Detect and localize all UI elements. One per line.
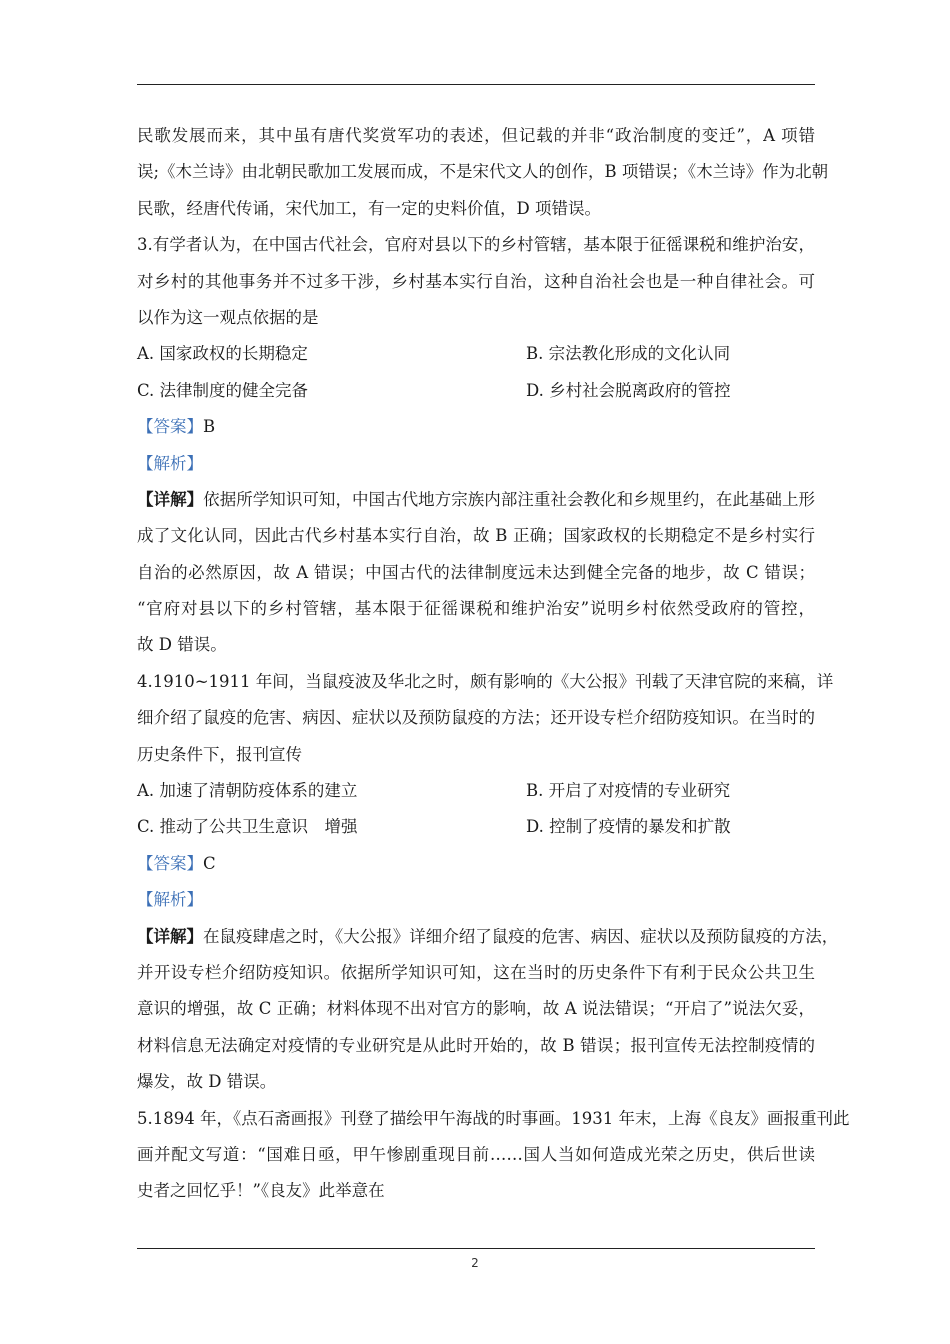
q3-detail-tag: 【详解】 [137,489,204,509]
q3-detail-line-5: 故 D 错误。 [137,635,227,655]
page-content [137,118,850,1210]
q4-detail-line-3: 意识的增强，故 C 正确；材料体现不出对官方的影响，故 A 说法错误；“开启了”说法欠妥， [137,999,816,1019]
q3-analysis-tag: 【解析】 [137,453,203,473]
q3-answer-tag: 【答案】 [137,417,203,437]
q4-stem-line-1: 4.1910~1911 年间，当鼠疫波及华北之时，颇有影响的《大公报》刊载了天津官院的来稿，详 [137,671,834,691]
q3-analysis-heading [137,446,815,482]
q3-stem-line-2: 对乡村的其他事务并不过多干涉，乡村基本实行自治，这种自治社会也是一种自律社会。可 [137,271,815,291]
q4-detail-line-1 [137,919,839,955]
q3-answer [137,409,815,445]
q4-detail-text-1: 在鼠疫肆虐之时，《大公报》详细介绍了鼠疫的危害、病因、症状以及预防鼠疫的方法， [203,926,839,946]
q3-stem-line-1: 3.有学者认为，在中国古代社会，官府对县以下的乡村管辖，基本限于征徭课税和维护治安， [137,235,815,255]
q5-stem-line-3: 史者之回忆乎！”《良友》此举意在 [137,1181,385,1201]
q4-answer [137,846,815,882]
q4-detail-line-5: 爆发，故 D 错误。 [137,1072,277,1092]
q3-detail-line-1 [137,482,815,518]
q5-stem-line-1: 5.1894 年，《点石斋画报》刊登了描绘甲午海战的时事画。1931 年末，上海《良友》画报重刊此 [137,1108,850,1128]
header-rule [137,84,815,85]
page-number: 2 [471,1256,479,1270]
q3-detail-line-2: 成了文化认同，因此古代乡村基本实行自治，故 B 正确；国家政权的长期稳定不是乡村实行 [137,526,815,546]
q4-answer-tag: 【答案】 [137,853,203,873]
q4-detail-tag: 【详解】 [137,926,203,946]
q3-options-row-2 [137,373,815,409]
q3-detail-line-3: 自治的必然原因，故 A 错误；中国古代的法律制度远未达到健全完备的地步，故 C 错误； [137,562,815,582]
q5-stem-line-2: 画并配文写道：“国难日亟，甲午惨剧重现目前……国人当如何造成光荣之历史，供后世读 [137,1144,815,1164]
q4-options-row-2 [137,809,815,845]
q3-detail-line-4: “官府对县以下的乡村管辖，基本限于征徭课税和维护治安”说明乡村依然受政府的管控， [137,599,815,619]
q4-option-c: C. 推动了公共卫生意识 增强 [137,817,358,837]
q3-option-a: A. 国家政权的长期稳定 [137,344,308,364]
q3-option-d: D. 乡村社会脱离政府的管控 [526,380,731,400]
footer-rule [137,1248,815,1249]
q3-option-c: C. 法律制度的健全完备 [137,380,309,400]
q4-analysis-tag: 【解析】 [137,890,203,910]
q3-options-row-1 [137,336,815,372]
q4-answer-value: C [203,853,216,873]
q4-stem-line-3: 历史条件下，报刊宣传 [137,744,302,764]
q4-detail-line-4: 材料信息无法确定对疫情的专业研究是从此时开始的，故 B 错误；报刊宣传无法控制疫情的 [137,1035,815,1055]
q3-detail-text-1: 依据所学知识可知，中国古代地方宗族内部注重社会教化和乡规里约，在此基础上形 [203,489,816,509]
q4-detail-line-2: 并开设专栏介绍防疫知识。依据所学知识可知，这在当时的历史条件下有利于民众公共卫生 [137,962,815,982]
q4-options-row-1 [137,773,815,809]
prev-analysis-line-1: 民歌发展而来，其中虽有唐代奖赏军功的表述，但记载的并非“政治制度的变迁”，A 项错 [137,126,815,145]
q4-analysis-heading [137,882,815,918]
q3-option-b: B. 宗法教化形成的文化认同 [526,344,731,364]
q3-stem-line-3: 以作为这一观点依据的是 [137,307,319,327]
prev-analysis-line-2: 误;《木兰诗》由北朝民歌加工发展而成，不是宋代文人的创作，B 项错误；《木兰诗》作为北朝 [137,162,829,182]
prev-analysis-line-3: 民歌，经唐代传诵，宋代加工，有一定的史料价值，D 项错误。 [137,198,601,218]
q4-stem-line-2: 细介绍了鼠疫的危害、病因、症状以及预防鼠疫的方法；还开设专栏介绍防疫知识。在当时的 [137,708,815,728]
q4-option-d: D. 控制了疫情的暴发和扩散 [526,817,731,837]
q4-option-b: B. 开启了对疫情的专业研究 [526,781,731,801]
q3-answer-value: B [203,417,216,437]
q4-option-a: A. 加速了清朝防疫体系的建立 [137,781,358,801]
